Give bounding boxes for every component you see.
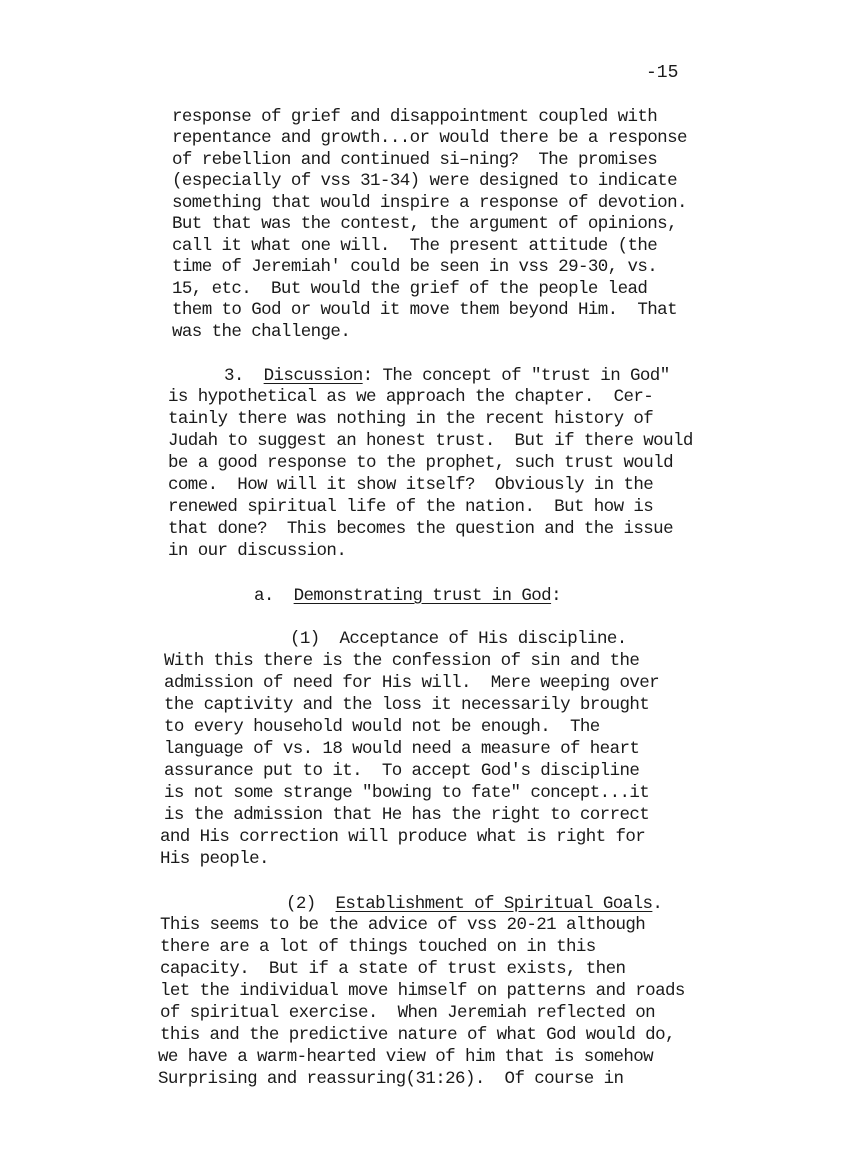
text-line: 15, etc. But would the grief of the people lead <box>172 279 648 299</box>
text-line: tainly there was nothing in the recent history of <box>168 409 654 429</box>
page-number: -15 <box>646 63 679 83</box>
text-line: response of grief and disappointment coupled with <box>172 107 658 127</box>
text-line: of rebellion and continued si–ning? The promises <box>172 150 658 170</box>
text-line: and His correction will produce what is right for <box>160 827 646 847</box>
text-line: we have a warm-hearted view of him that is somehow <box>158 1047 654 1067</box>
text-line: assurance put to it. To accept God's discipline <box>164 761 640 781</box>
text-line: come. How will it show itself? Obviously in the <box>168 475 654 495</box>
text-line: This seems to be the advice of vss 20-21 although <box>160 915 646 935</box>
text-line: Judah to suggest an honest trust. But if there would <box>168 431 693 451</box>
heading-period: . <box>652 894 663 914</box>
subsection-heading-line <box>254 586 561 607</box>
text-line: capacity. But if a state of trust exists, then <box>160 959 626 979</box>
text-line: renewed spiritual life of the nation. But how is <box>168 497 654 517</box>
text-line: is not some strange "bowing to fate" concept...it <box>164 783 650 803</box>
item-number: (2) <box>286 894 316 914</box>
text-line: this and the predictive nature of what God would do, <box>160 1025 675 1045</box>
text-line: Surprising and reassuring(31:26). Of course in <box>158 1069 624 1089</box>
text-line: them to God or would it move them beyond Him. That <box>172 300 677 320</box>
text-line: to every household would not be enough. The <box>164 717 600 737</box>
text-line: But that was the contest, the argument of opinions, <box>172 214 677 234</box>
text-line: the captivity and the loss it necessarily brought <box>164 695 650 715</box>
text-line: of spiritual exercise. When Jeremiah reflected on <box>160 1003 656 1023</box>
text-line: call it what one will. The present attitude (the <box>172 236 658 256</box>
subsection-heading: Demonstrating trust in God <box>293 586 552 606</box>
section-heading-line <box>224 366 670 387</box>
text-line: admission of need for His will. Mere weeping over <box>164 673 660 693</box>
text-line: there are a lot of things touched on in this <box>160 937 596 957</box>
text-line: (especially of vss 31-34) were designed to indicate <box>172 171 677 191</box>
text-line: let the individual move himself on patterns and roads <box>160 981 685 1001</box>
text-line: in our discussion. <box>168 541 347 561</box>
text-line: is hypothetical as we approach the chapter. Cer- <box>168 387 654 407</box>
text-line: language of vs. 18 would need a measure of heart <box>164 739 640 759</box>
text-line: is the admission that He has the right to correct <box>164 805 650 825</box>
item-heading: Establishment of Spiritual Goals <box>335 894 653 914</box>
text-line: repentance and growth...or would there be a response <box>172 128 687 148</box>
item-heading-line <box>286 894 662 915</box>
text-line: His people. <box>160 849 269 869</box>
text-line: The concept of "trust in God" <box>372 366 670 386</box>
heading-colon: : <box>362 366 373 386</box>
text-line: was the challenge. <box>172 322 351 342</box>
subsection-letter: a. <box>254 586 274 606</box>
section-number: 3. <box>224 366 244 386</box>
item-heading-line: (1) Acceptance of His discipline. <box>290 629 627 649</box>
text-line: something that would inspire a response of devotion. <box>172 193 687 213</box>
text-line: be a good response to the prophet, such trust would <box>168 453 673 473</box>
section-heading: Discussion <box>263 366 363 386</box>
text-line: time of Jeremiah' could be seen in vss 29-30, vs. <box>172 257 658 277</box>
text-line: that done? This becomes the question and the issue <box>168 519 673 539</box>
heading-colon: : <box>551 586 561 606</box>
text-line: With this there is the confession of sin and the <box>164 651 640 671</box>
